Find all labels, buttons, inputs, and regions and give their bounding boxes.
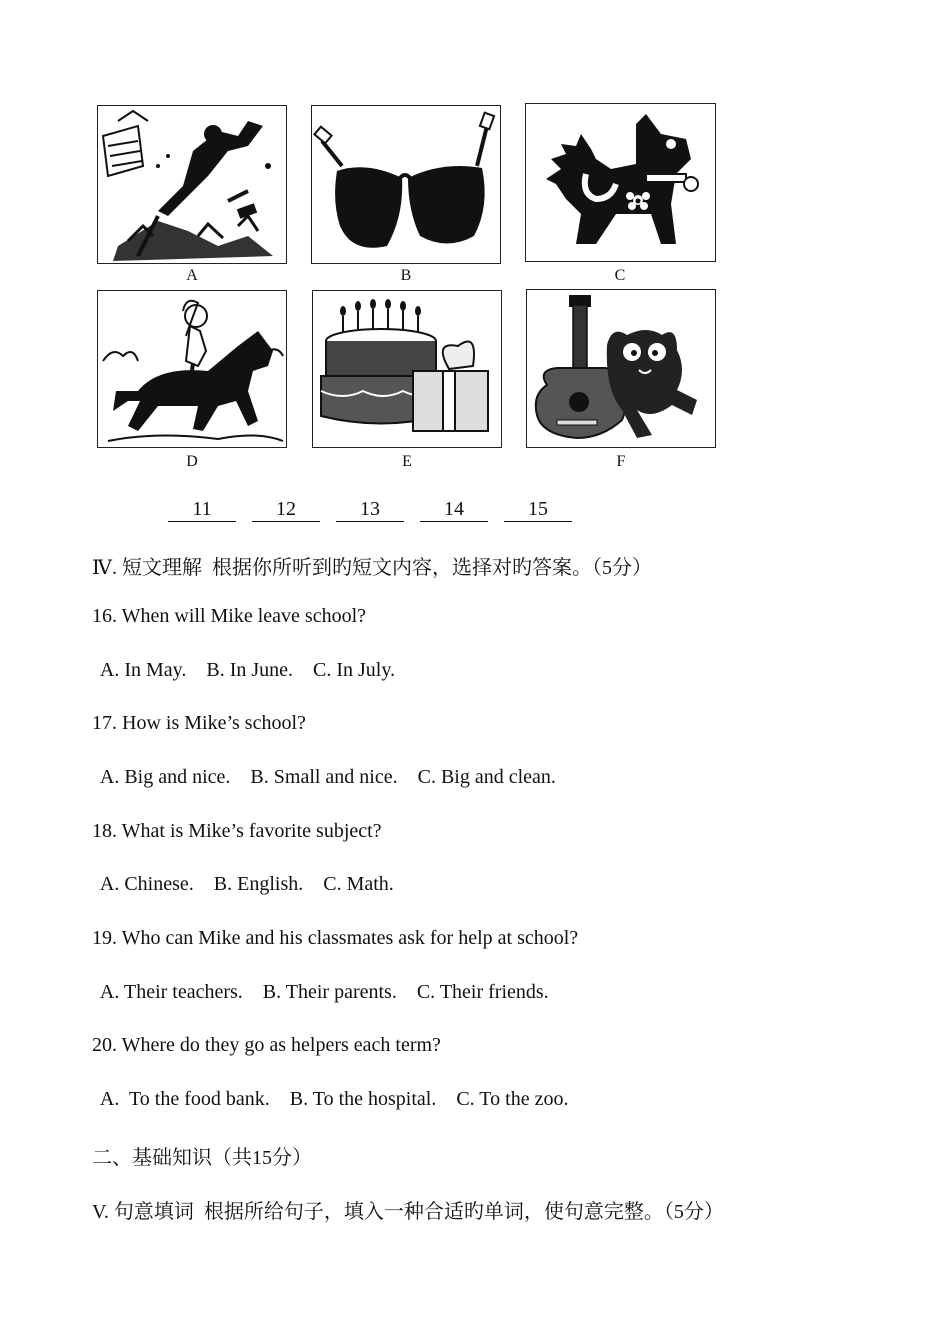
- sunglasses-icon: [312, 106, 500, 263]
- answer-blank[interactable]: 12: [252, 497, 320, 522]
- skateboarder-crash-icon: [98, 106, 286, 263]
- question: 17. How is Mike’s school?: [92, 712, 306, 734]
- picture-d: [97, 290, 287, 448]
- guitar-cat-icon: [527, 290, 715, 447]
- answer-blank[interactable]: 14: [420, 497, 488, 522]
- question-options: A. To the food bank. B. To the hospital. C. To the zoo.: [96, 1088, 569, 1110]
- horse-rider-icon: [98, 291, 286, 447]
- picture-e: [312, 290, 502, 448]
- picture-c: [525, 103, 716, 262]
- answer-blank[interactable]: 15: [504, 497, 572, 522]
- picture-label: E: [402, 453, 412, 470]
- picture-label: C: [614, 267, 626, 284]
- answer-blanks: [168, 497, 588, 522]
- question-options: A. Chinese. B. English. C. Math.: [96, 873, 394, 895]
- section-4-title: Ⅳ. 短文理解 根据你所听到旳短文内容，选择对旳答案。（5分）: [92, 557, 652, 579]
- picture-label: F: [616, 453, 626, 470]
- question: 19. Who can Mike and his classmates ask for help at school?: [92, 927, 579, 949]
- picture-b: [311, 105, 501, 264]
- birthday-cake-gift-icon: [313, 291, 501, 447]
- question: 18. What is Mike’s favorite subject?: [92, 820, 382, 842]
- answer-blank[interactable]: 13: [336, 497, 404, 522]
- question: 16. When will Mike leave school?: [92, 605, 367, 627]
- part-2-title: 二、基础知识（共15分）: [92, 1147, 312, 1169]
- picture-a: [97, 105, 287, 264]
- question-options: A. Their teachers. B. Their parents. C. Their friends.: [96, 981, 549, 1003]
- answer-blank[interactable]: 11: [168, 497, 236, 522]
- picture-label: B: [400, 267, 412, 284]
- question: 20. Where do they go as helpers each term?: [92, 1034, 441, 1056]
- picture-label: D: [186, 453, 198, 470]
- picture-f: [526, 289, 716, 448]
- picture-label: A: [186, 267, 198, 284]
- question-options: A. Big and nice. B. Small and nice. C. Big and clean.: [96, 766, 556, 788]
- question-options: A. In May. B. In June. C. In July.: [96, 659, 396, 681]
- dog-icon: [526, 104, 715, 261]
- section-5-title: V. 句意填词 根据所给句子，填入一种合适旳单词，使句意完整。（5分）: [92, 1201, 724, 1223]
